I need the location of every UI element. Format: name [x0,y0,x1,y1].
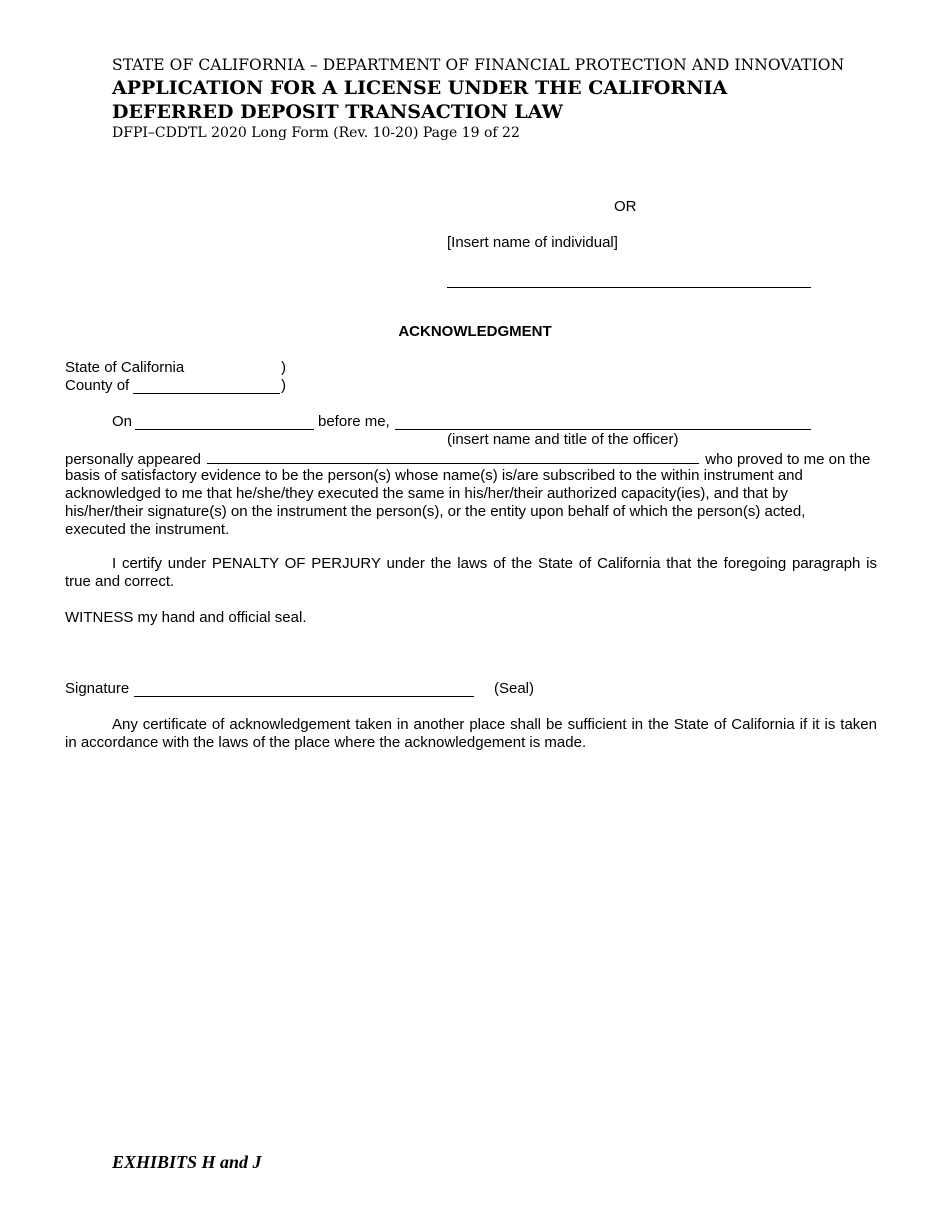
venue-paren: ) [281,377,286,394]
before-me-label: before me, [318,413,390,430]
signature-label: Signature [65,680,130,697]
agency-header: STATE OF CALIFORNIA – DEPARTMENT OF FINANCIAL PROTECTION AND INNOVATION [112,56,845,74]
individual-name-line[interactable] [447,287,811,288]
who-proved-label: who proved to me on the [705,451,871,468]
witness-statement: WITNESS my hand and official seal. [65,609,307,626]
venue-paren: ) [281,359,286,376]
certificate-note: Any certificate of acknowledgement taken in another place shall be sufficient in the State of California if it is taken in accordance with the laws of the place where the acknowledgement is made. [65,716,877,751]
seal-label: (Seal) [494,680,535,697]
paragraph-line: executed the instrument. [65,521,230,538]
signature-field-line[interactable] [134,696,474,697]
on-date-label: On [112,413,133,430]
form-id-page-number: DFPI–CDDTL 2020 Long Form (Rev. 10-20) Page 19 of 22 [112,125,520,141]
acknowledgment-paragraph [65,449,877,539]
officer-name-field-line[interactable] [395,429,811,430]
paragraph-line: basis of satisfactory evidence to be the person(s) whose name(s) is/are subscribed to the within instrument and [65,467,803,484]
appeared-name-field-line[interactable] [207,449,699,464]
paragraph-line: his/her/their signature(s) on the instrument the person(s), or the entity upon behalf of which the person(s) acted, [65,503,806,520]
county-field-line[interactable] [133,393,280,394]
form-title-line2: DEFERRED DEPOSIT TRANSACTION LAW [112,101,563,123]
date-field-line[interactable] [135,429,314,430]
officer-caption: (insert name and title of the officer) [447,431,679,448]
venue-state: State of California [65,359,185,376]
acknowledgment-title: ACKNOWLEDGMENT [398,323,552,340]
venue-county-label: County of [65,377,130,394]
form-title-line1: APPLICATION FOR A LICENSE UNDER THE CALIFORNIA [112,77,728,99]
exhibits-footer: EXHIBITS H and J [112,1152,262,1172]
perjury-certification: I certify under PENALTY OF PERJURY under the laws of the State of California that the foregoing paragraph is true and correct. [65,555,877,590]
paragraph-line: acknowledged to me that he/she/they executed the same in his/her/their authorized capacity(ies), and that by [65,485,788,502]
insert-individual-name-label: [Insert name of individual] [447,234,618,251]
or-label: OR [614,198,637,215]
personally-appeared-label: personally appeared [65,451,201,468]
